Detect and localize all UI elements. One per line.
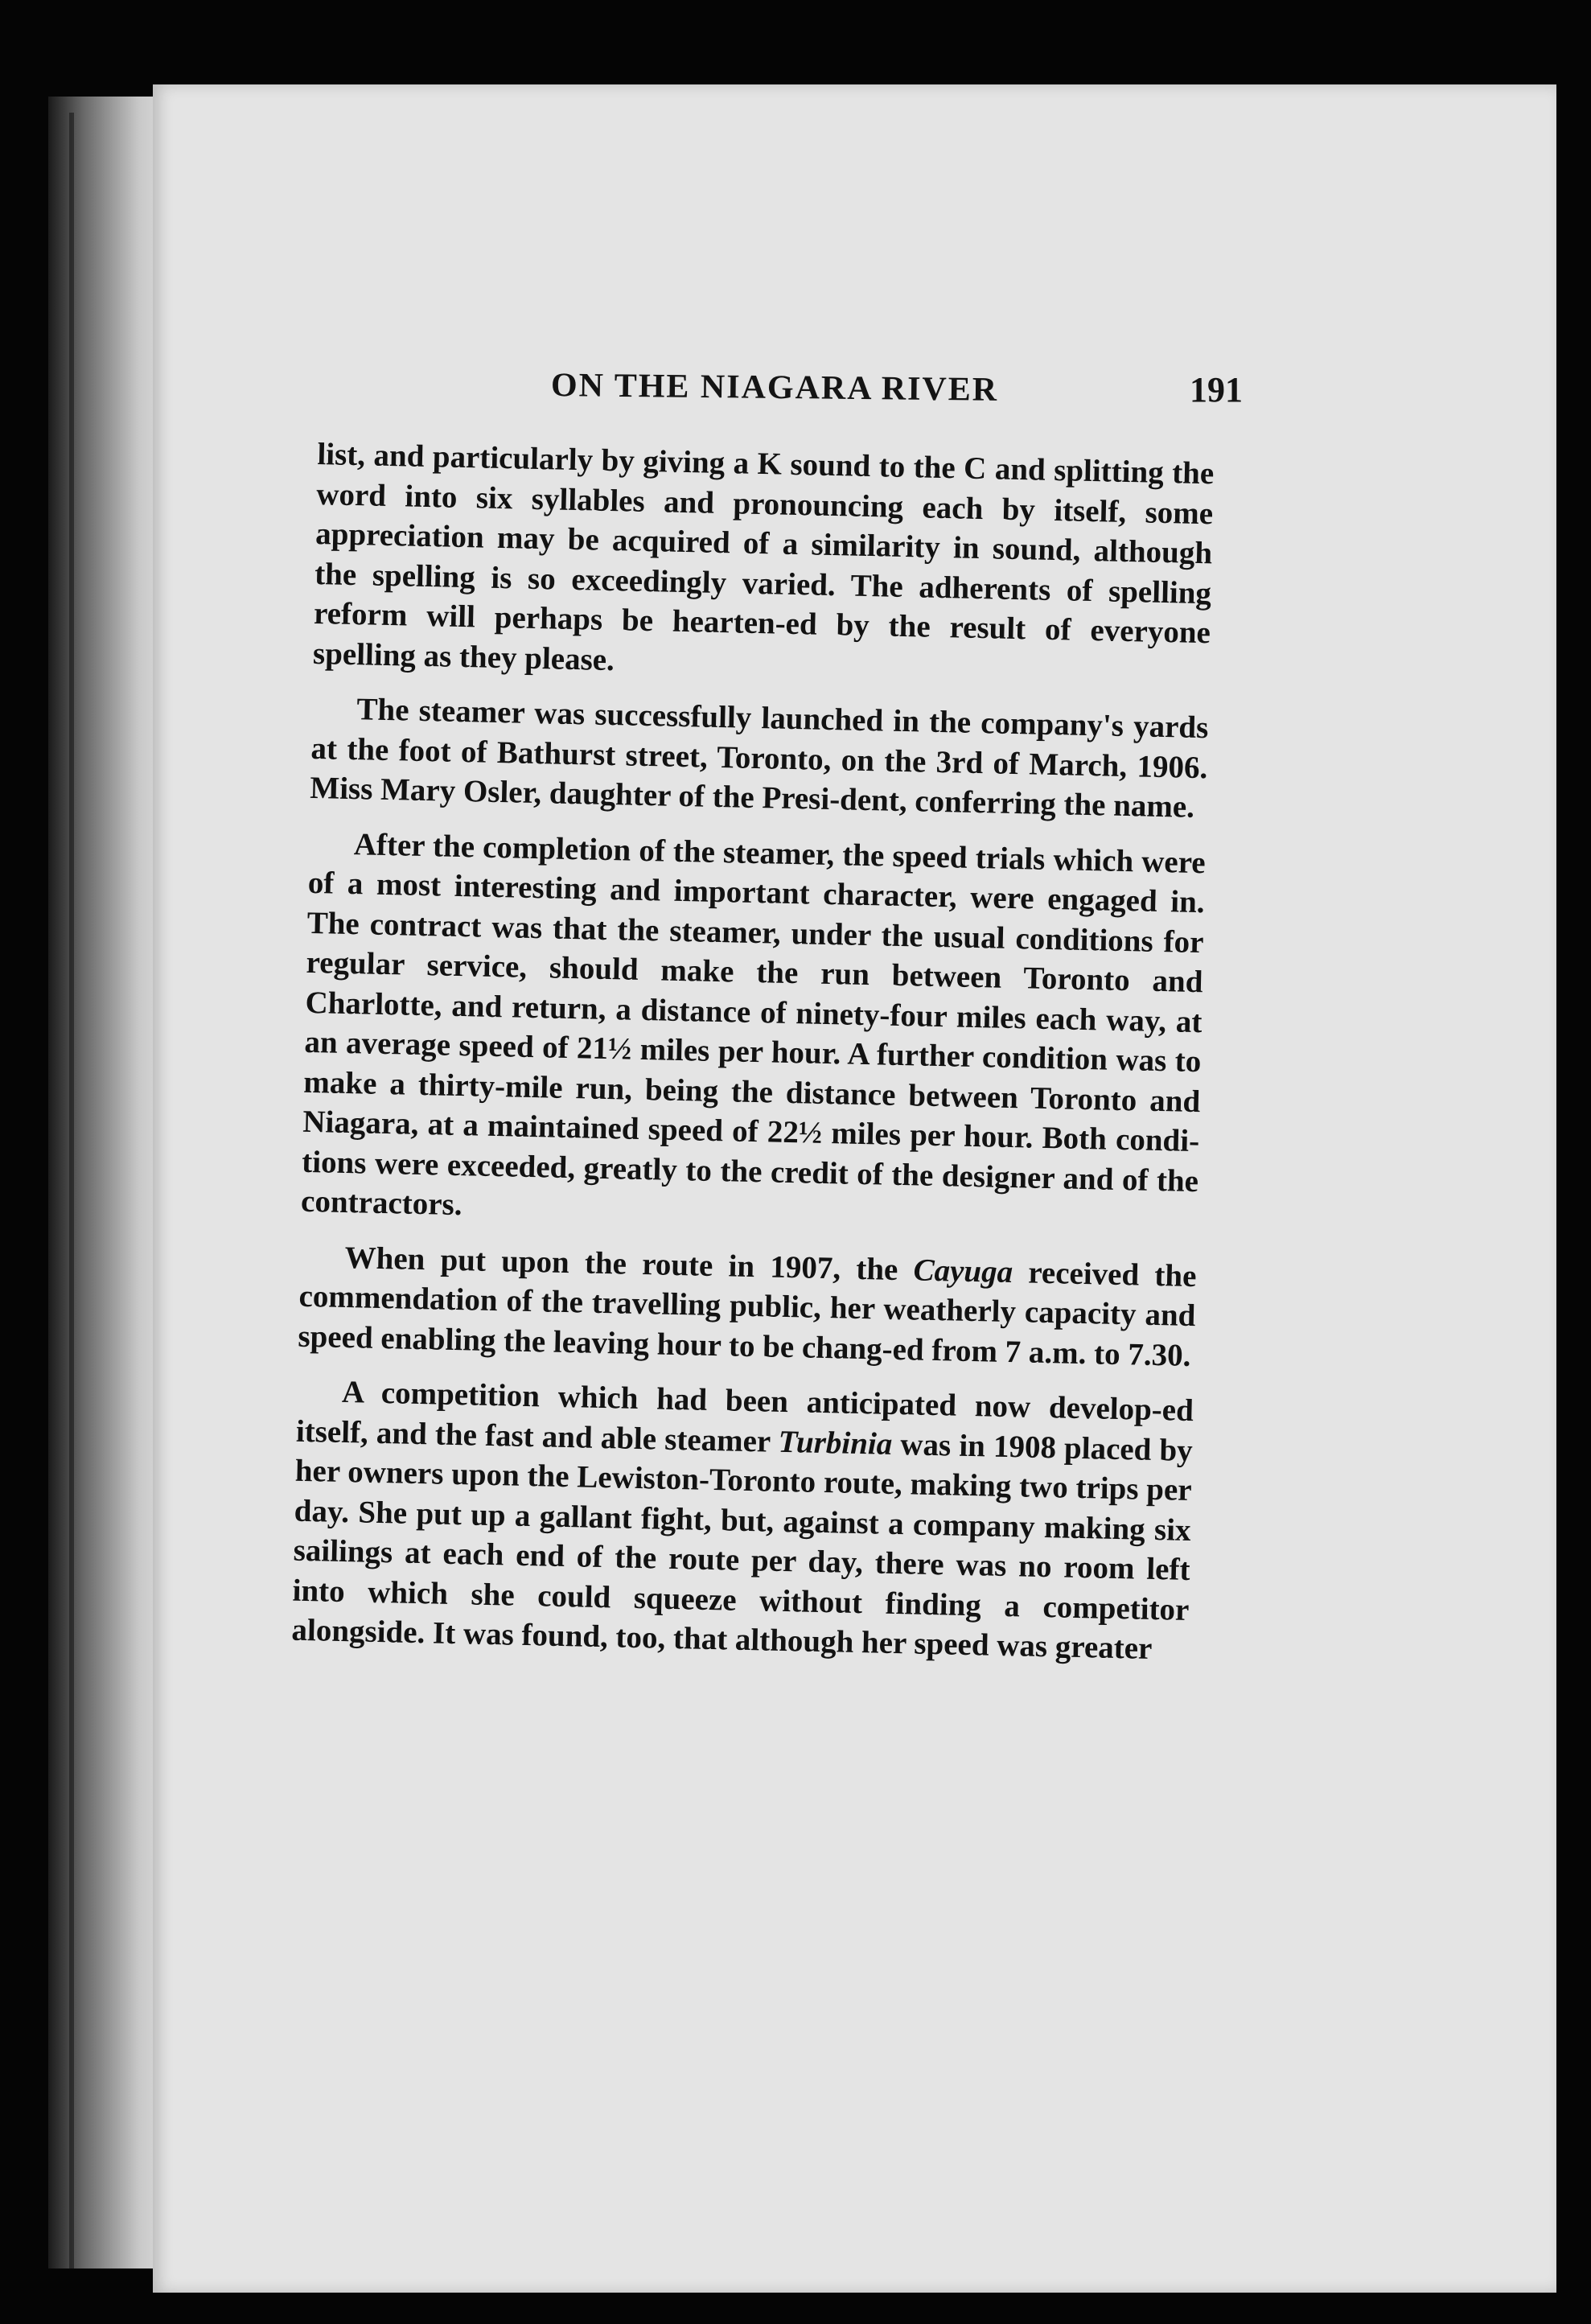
body-text [291, 434, 1215, 1684]
paragraph-text: After the completion of the steamer, the speed trials which were of a most interesting and important character, were engaged in. The contract was that the steamer, under the usual conditions for regular service, should make the run between Toronto and Charlotte, and return, a distance of ninety-four miles each way, at an average speed of 21½ miles per hour. A further condition was to make a thirty-mile run, being the distance between Toronto and Niagara, at a maintained speed of 22½ miles per hour. Both condi-tions were exceeded, greatly to the credit of the designer and of the contractors. [300, 826, 1207, 1223]
book-binding-edge [48, 97, 169, 2268]
paragraph-text: A competition which had been anticipated now develop-ed itself, and the fast and able steamer [295, 1374, 1194, 1459]
ship-name: Turbinia [778, 1424, 893, 1462]
paragraph-text: was in 1908 placed by her owners upon the Lewiston-Toronto route, making two trips per day. She put up a gallant fight, but, against a company making six sailings at each end of the route per day, there was no room left into which she could squeeze without finding a competitor alongside. It was found, too, that although her speed was greater [291, 1426, 1194, 1666]
page-number: 191 [1190, 370, 1243, 409]
running-head: ON THE NIAGARA RIVER [550, 367, 999, 409]
page-header [551, 366, 1243, 414]
paragraph-text: When put upon the route in 1907, the [344, 1240, 898, 1287]
paragraph [291, 1372, 1194, 1670]
paragraph [301, 823, 1207, 1240]
paragraph [313, 434, 1215, 693]
paragraph-text: received the commendation of the travelling public, her weatherly capacity and speed enabling the leaving hour to be chang-ed from 7 a.m. to 7.30. [298, 1255, 1197, 1373]
gutter-shadow [69, 113, 74, 2268]
paragraph [310, 689, 1209, 828]
ship-name: Cayuga [913, 1252, 1013, 1290]
paragraph-text: list, and particularly by giving a K sound to the C and splitting the word into six syllables and pronouncing each by itself, some appreciation may be acquired of a similarity in sound, although the spelling is so exceedingly varied. The adherents of spelling reform will perhaps be hearten-ed by the result of everyone spelling as they please. [312, 436, 1215, 677]
paragraph-text: The steamer was successfully launched in the company's yards at the foot of Bathurst street, Toronto, on the 3rd of March, 1906. Miss Mary Osler, daughter of the Presi-dent, conferring the name. [309, 692, 1209, 825]
paragraph [298, 1236, 1197, 1376]
